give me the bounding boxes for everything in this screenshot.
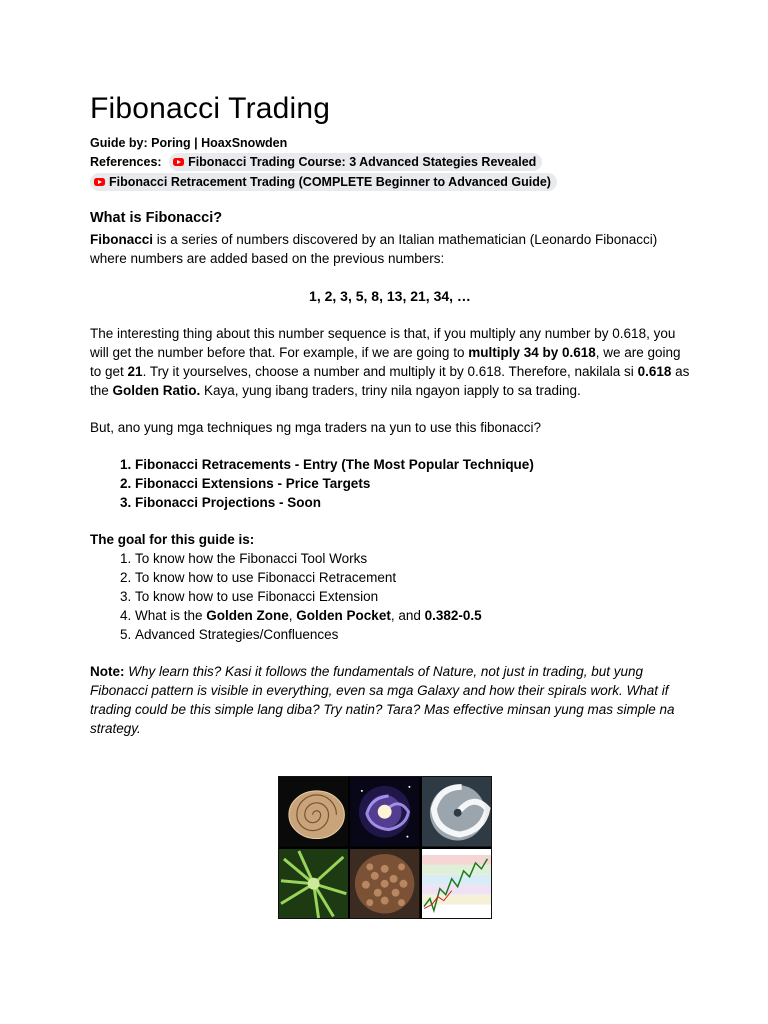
aloe-spiral-image bbox=[279, 849, 348, 919]
fibonacci-nature-collage bbox=[278, 776, 492, 919]
reference-link-2-label: Fibonacci Retracement Trading (COMPLETE Beginner to Advanced Guide) bbox=[109, 175, 551, 189]
text-segment: , bbox=[288, 608, 297, 623]
document-page bbox=[90, 92, 690, 738]
spiral-galaxy-image bbox=[350, 777, 419, 847]
text-segment: What is the bbox=[135, 608, 207, 623]
text-segment: Kaya, yung ibang traders, triny nila ngayon iapply to sa trading. bbox=[200, 383, 581, 398]
techniques-list bbox=[90, 455, 690, 512]
note-text: Why learn this? Kasi it follows the fundamentals of Nature, not just in trading, but yung Fibonacci pattern is visible in everything, even sa mga Galaxy and how their spirals work. What if trading could be this simple lang diba? Try natin? Tara? Mas effective minsan yung mas simple na strategy. bbox=[90, 664, 675, 736]
section-heading-what-is-fibonacci: What is Fibonacci? bbox=[90, 210, 223, 226]
references-row bbox=[90, 153, 690, 172]
text-segment: . Try it yourselves, choose a number and multiply it by 0.618. Therefore, nakilala si bbox=[142, 364, 638, 379]
reference-link-1[interactable] bbox=[169, 153, 542, 171]
list-item: 2. To know how to use Fibonacci Retracement bbox=[135, 568, 690, 587]
list-item: 5. Advanced Strategies/Confluences bbox=[135, 625, 690, 644]
fibonacci-chart-image bbox=[422, 849, 491, 919]
goal-heading bbox=[90, 530, 690, 549]
bold-segment: 21 bbox=[127, 364, 143, 379]
bold-segment: 0.382-0.5 bbox=[424, 608, 482, 623]
list-item bbox=[135, 606, 690, 625]
page-title: Fibonacci Trading bbox=[90, 92, 331, 125]
hurricane-image bbox=[422, 777, 491, 847]
reference-link-1-label: Fibonacci Trading Course: 3 Advanced Stategies Revealed bbox=[188, 155, 537, 169]
bold-segment: Golden Pocket bbox=[296, 608, 391, 623]
golden-ratio-paragraph bbox=[90, 324, 690, 400]
nautilus-shell-image bbox=[279, 777, 348, 847]
references-label: References: bbox=[90, 155, 162, 169]
text-segment: , we are going to get bbox=[90, 345, 681, 379]
intro-paragraph bbox=[90, 230, 690, 268]
list-item: 3. To know how to use Fibonacci Extension bbox=[135, 587, 690, 606]
intro-bold: Fibonacci bbox=[90, 232, 154, 247]
youtube-icon bbox=[94, 178, 105, 186]
youtube-icon bbox=[173, 158, 184, 166]
note-label: Note: bbox=[90, 664, 125, 679]
techniques-question: But, ano yung mga techniques ng mga traders na yun to use this fibonacci? bbox=[90, 420, 542, 435]
text-segment: The interesting thing about this number sequence is that, if you multiply any number by 0.618, you will get the number before that. For example, if we are going to bbox=[90, 326, 676, 360]
bold-segment: Golden Zone bbox=[206, 608, 289, 623]
goal-heading-text: The goal for this guide is: bbox=[90, 532, 255, 547]
guide-author: Guide by: Poring | HoaxSnowden bbox=[90, 136, 288, 150]
references-row-2 bbox=[90, 173, 690, 192]
text-segment: , and bbox=[390, 608, 425, 623]
bold-segment: 0.618 bbox=[637, 364, 672, 379]
goal-list bbox=[90, 549, 690, 644]
reference-link-2[interactable] bbox=[90, 173, 557, 191]
list-item: 2. Fibonacci Extensions - Price Targets bbox=[135, 474, 690, 493]
bold-segment: multiply 34 by 0.618 bbox=[468, 345, 596, 360]
note-paragraph bbox=[90, 662, 690, 738]
pinecone-image bbox=[350, 849, 419, 919]
text-segment: as the bbox=[90, 364, 690, 398]
fibonacci-sequence: 1, 2, 3, 5, 8, 13, 21, 34, … bbox=[309, 288, 471, 304]
bold-segment: Golden Ratio. bbox=[112, 383, 201, 398]
list-item: 1. Fibonacci Retracements - Entry (The Most Popular Technique) bbox=[135, 455, 690, 474]
intro-text: is a series of numbers discovered by an Italian mathematician (Leonardo Fibonacci) where numbers are added based on the previous numbers: bbox=[90, 232, 658, 266]
list-item: 3. Fibonacci Projections - Soon bbox=[135, 493, 690, 512]
list-item: 1. To know how the Fibonacci Tool Works bbox=[135, 549, 690, 568]
